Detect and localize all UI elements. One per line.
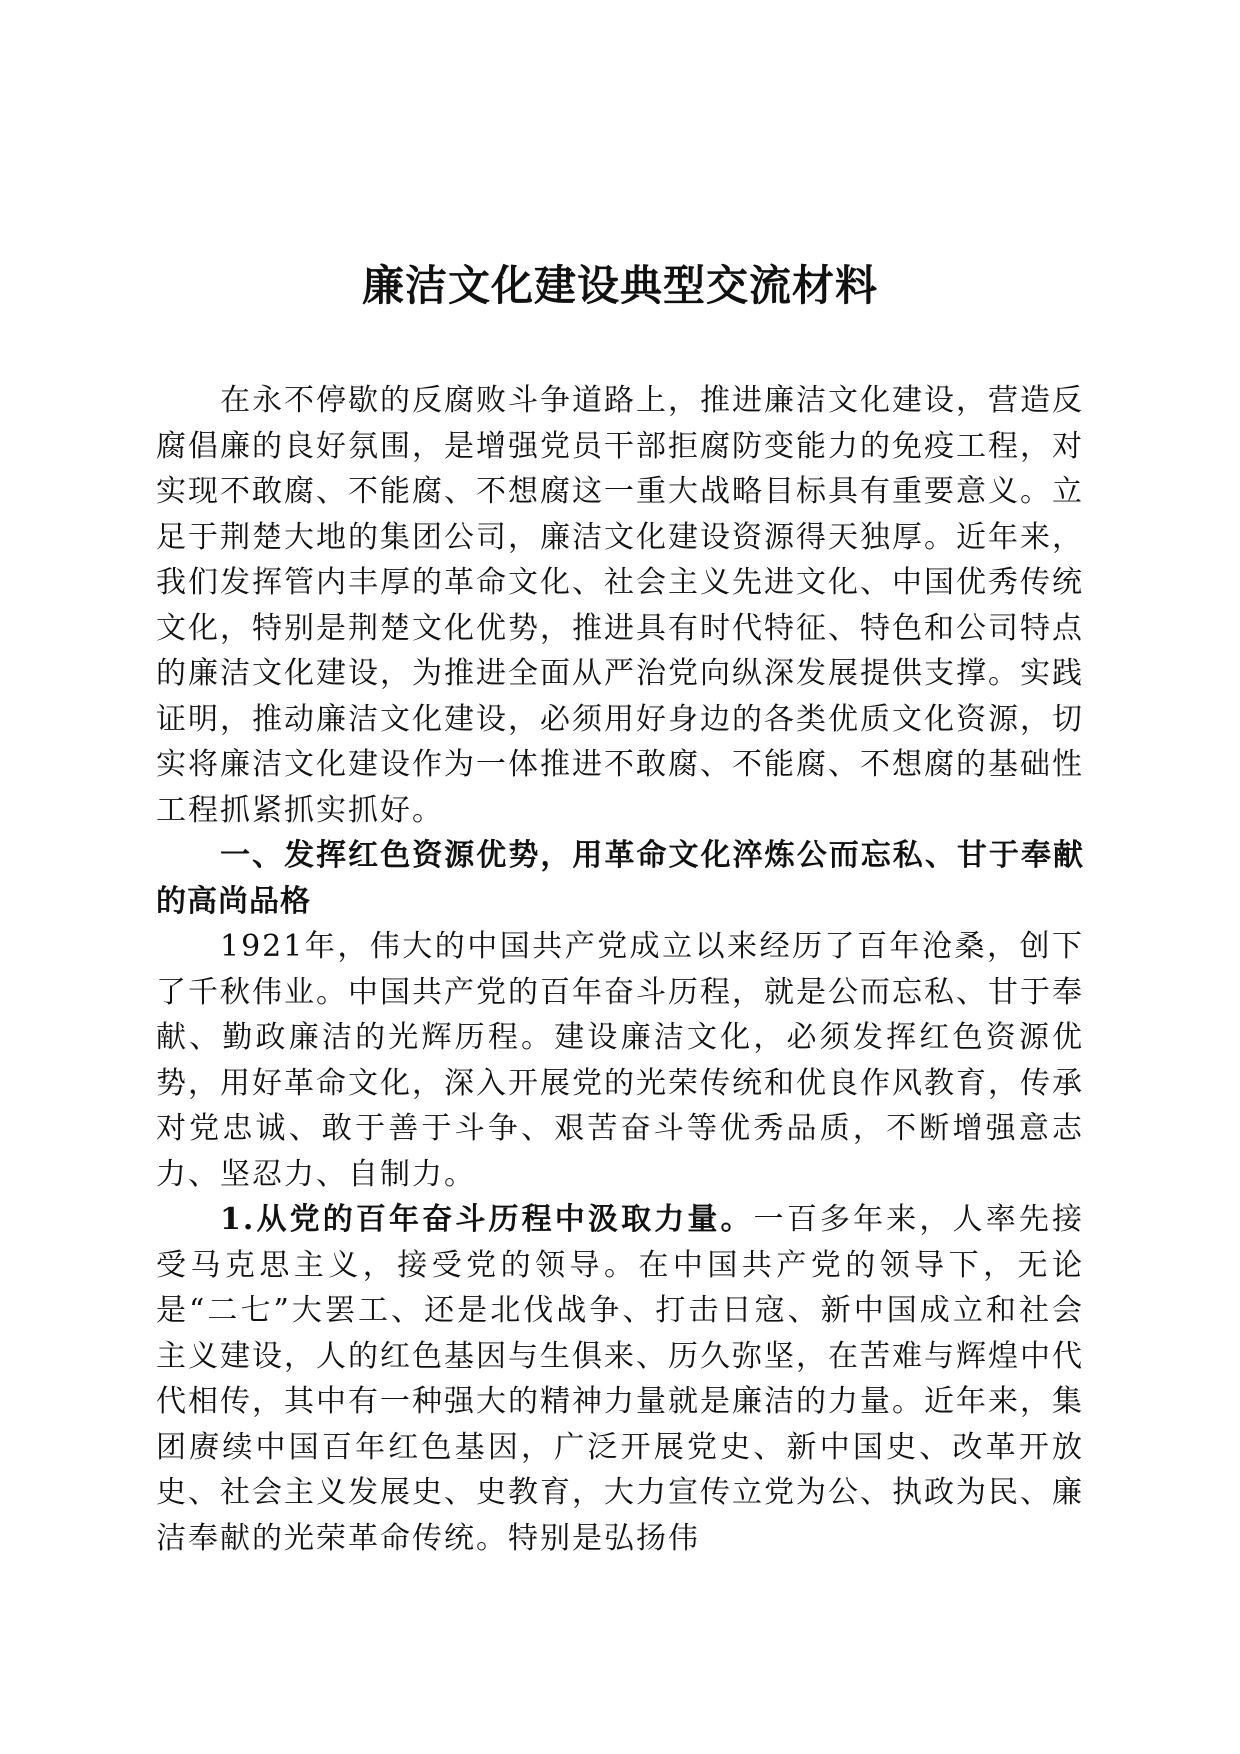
point-1-lead: 1.从党的百年奋斗历程中汲取力量。 bbox=[220, 1202, 754, 1237]
document-title: 廉洁文化建设典型交流材料 bbox=[361, 261, 878, 310]
point-1-paragraph bbox=[156, 1197, 1084, 1561]
section-1-heading: 一、发挥红色资源优势，用革命文化淬炼公而忘私、甘于奉献的高尚品格 bbox=[156, 838, 1084, 919]
section-1-paragraph: 1921年，伟大的中国共产党成立以来经历了百年沧桑，创下了千秋伟业。中国共产党的百年奋斗历程，就是公而忘私、甘于奉献、勤政廉洁的光辉历程。建设廉洁文化，必须发挥红色资源优势，用好革命文化，深入开展党的光荣传统和优良作风教育，传承对党忠诚、敢于善于斗争、艰苦奋斗等优秀品质，不断增强意志力、坚忍力、自制力。 bbox=[156, 929, 1084, 1192]
point-1-text: 一百多年来，人率先接受马克思主义，接受党的领导。在中国共产党的领导下，无论是“二七”大罢工、还是北伐战争、打击日寇、新中国成立和社会主义建设，人的红色基因与生俱来、历久弥坚，在苦难与辉煌中代代相传，其中有一种强大的精神力量就是廉洁的力量。近年来，集团赓续中国百年红色基因，广泛开展党史、新中国史、改革开放史、社会主义发展史、史教育，大力宣传立党为公、执政为民、廉洁奉献的光荣革命传统。特别是弘扬伟 bbox=[156, 1202, 1084, 1556]
document-body bbox=[156, 378, 1084, 1561]
intro-paragraph: 在永不停歇的反腐败斗争道路上，推进廉洁文化建设，营造反腐倡廉的良好氛围，是增强党员干部拒腐防变能力的免疫工程，对实现不敢腐、不能腐、不想腐这一重大战略目标具有重要意义。立足于荆楚大地的集团公司，廉洁文化建设资源得天独厚。近年来，我们发挥管内丰厚的革命文化、社会主义先进文化、中国优秀传统文化，特别是荆楚文化优势，推进具有时代特征、特色和公司特点的廉洁文化建设，为推进全面从严治党向纵深发展提供支撑。实践证明，推动廉洁文化建设，必须用好身边的各类优质文化资源，切实将廉洁文化建设作为一体推进不敢腐、不能腐、不想腐的基础性工程抓紧抓实抓好。 bbox=[156, 383, 1084, 828]
